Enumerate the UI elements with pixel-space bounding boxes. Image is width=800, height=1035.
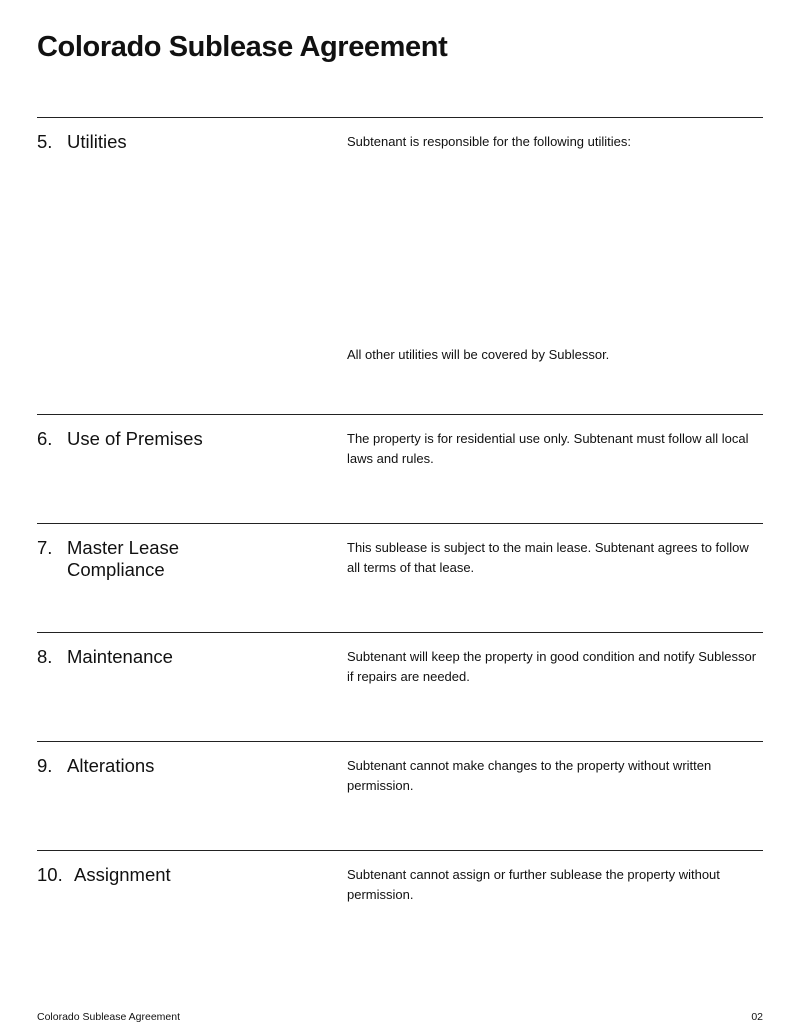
section-body: [347, 865, 763, 904]
section-heading: [37, 864, 327, 886]
section-maintenance: [37, 632, 763, 741]
section-body: [347, 429, 763, 468]
section-title: Use of Premises: [67, 428, 203, 449]
section-number: 5.: [37, 131, 53, 152]
page-title: Colorado Sublease Agreement: [37, 31, 448, 63]
section-use-of-premises: [37, 414, 763, 523]
section-title: Alterations: [67, 755, 155, 776]
section-title: Maintenance: [67, 646, 173, 667]
section-body: [347, 538, 763, 577]
section-text: Subtenant cannot make changes to the property without written permission.: [347, 758, 712, 793]
section-title: Master Lease Compliance: [67, 537, 180, 580]
section-body: [347, 132, 763, 362]
section-body: [347, 647, 763, 686]
section-number: 8.: [37, 646, 53, 667]
section-heading: [37, 428, 327, 450]
section-number: 10.: [37, 864, 63, 885]
section-heading: [37, 646, 327, 668]
section-text: This sublease is subject to the main lease. Subtenant agrees to follow all terms of that lease.: [347, 540, 749, 575]
section-utilities: [37, 117, 763, 414]
footer-page-number: 02: [751, 1011, 763, 1023]
section-title: Utilities: [67, 131, 127, 152]
footer-document-name: Colorado Sublease Agreement: [37, 1011, 181, 1023]
section-number: 9.: [37, 755, 53, 776]
section-text: Subtenant is responsible for the following utilities:: [347, 134, 631, 149]
section-text: Subtenant cannot assign or further sublease the property without permission.: [347, 867, 720, 902]
section-alterations: [37, 741, 763, 850]
section-master-lease-compliance: [37, 523, 763, 632]
section-text: The property is for residential use only. Subtenant must follow all local laws and rules.: [347, 431, 749, 466]
section-number: 6.: [37, 428, 53, 449]
section-heading: [37, 537, 327, 581]
section-note: All other utilities will be covered by Sublessor.: [347, 347, 610, 362]
section-heading: [37, 131, 327, 153]
section-heading: [37, 755, 327, 777]
section-title: Assignment: [74, 864, 171, 885]
section-text: Subtenant will keep the property in good condition and notify Sublessor if repairs are needed.: [347, 649, 757, 684]
section-number: 7.: [37, 537, 53, 558]
section-assignment: [37, 850, 763, 959]
section-body: [347, 756, 763, 795]
